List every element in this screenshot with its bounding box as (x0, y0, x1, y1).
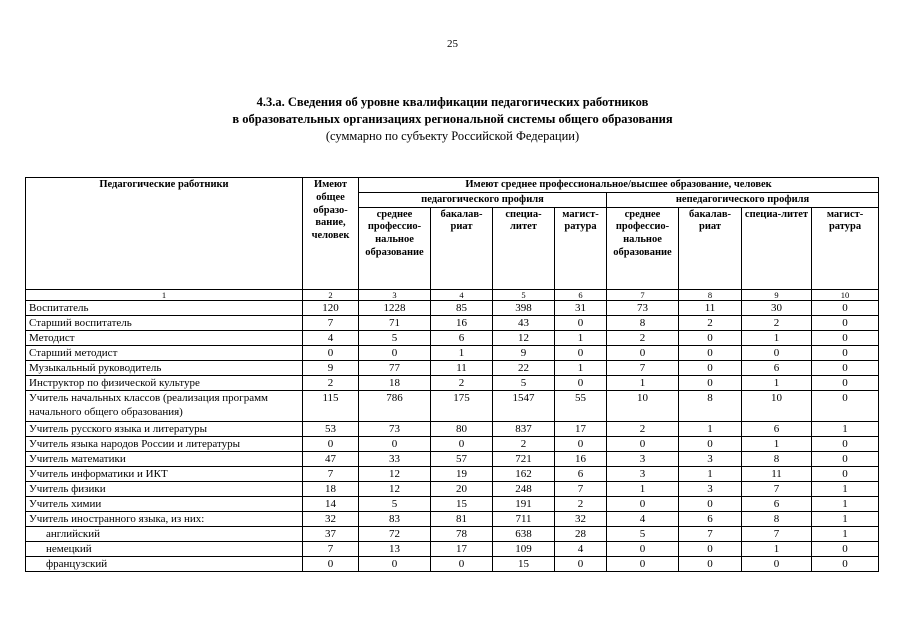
table-cell: 115 (303, 390, 359, 421)
table-cell: 1 (812, 496, 879, 511)
table-cell: 2 (555, 496, 607, 511)
table-row (26, 511, 879, 526)
table-cell: 7 (742, 481, 812, 496)
table-cell: 6 (679, 511, 742, 526)
table-cell: 2 (493, 436, 555, 451)
table-cell: 1 (679, 466, 742, 481)
row-label: Учитель физики (26, 481, 303, 496)
table-cell: 0 (812, 315, 879, 330)
column-number: 3 (359, 289, 431, 300)
table-cell: 1 (812, 511, 879, 526)
table-cell: 10 (742, 390, 812, 421)
table-row (26, 466, 879, 481)
header-sub-5: среднее профессио-нальное образование (607, 207, 679, 289)
table-cell: 7 (303, 541, 359, 556)
column-numbers-row (26, 289, 879, 300)
column-number: 7 (607, 289, 679, 300)
table-cell: 0 (607, 556, 679, 571)
column-number: 2 (303, 289, 359, 300)
table-cell: 4 (555, 541, 607, 556)
table-cell: 0 (812, 330, 879, 345)
row-label: Учитель языка народов России и литературы (26, 436, 303, 451)
column-number: 10 (812, 289, 879, 300)
table-cell: 17 (555, 421, 607, 436)
row-label: немецкий (26, 541, 303, 556)
table-cell: 0 (679, 330, 742, 345)
table-cell: 0 (555, 375, 607, 390)
table-cell: 28 (555, 526, 607, 541)
table-cell: 6 (555, 466, 607, 481)
table-cell: 0 (679, 541, 742, 556)
table-cell: 0 (812, 390, 879, 421)
table-cell: 16 (431, 315, 493, 330)
table-cell: 0 (607, 436, 679, 451)
table-cell: 8 (742, 451, 812, 466)
document-title (0, 94, 905, 145)
table-cell: 83 (359, 511, 431, 526)
header-teachers: Педагогические работники (26, 178, 303, 290)
table-row (26, 481, 879, 496)
table-cell: 55 (555, 390, 607, 421)
table-cell: 0 (303, 556, 359, 571)
table-cell: 2 (742, 315, 812, 330)
table-cell: 16 (555, 451, 607, 466)
row-label: английский (26, 526, 303, 541)
table-cell: 32 (555, 511, 607, 526)
table-cell: 7 (679, 526, 742, 541)
table-row (26, 421, 879, 436)
table-cell: 9 (493, 345, 555, 360)
table-cell: 77 (359, 360, 431, 375)
table-cell: 0 (679, 496, 742, 511)
table-cell: 9 (303, 360, 359, 375)
column-number: 5 (493, 289, 555, 300)
table-cell: 20 (431, 481, 493, 496)
row-label: Учитель иностранного языка, из них: (26, 511, 303, 526)
column-number: 9 (742, 289, 812, 300)
table-row (26, 330, 879, 345)
header-sub-1: среднее профессио-нальное образование (359, 207, 431, 289)
table-cell: 638 (493, 526, 555, 541)
header-sub-4: магист-ратура (555, 207, 607, 289)
title-line-1: 4.3.а. Сведения об уровне квалификации педагогических работников (256, 95, 649, 109)
table-cell: 33 (359, 451, 431, 466)
table-cell: 0 (812, 451, 879, 466)
table-cell: 1228 (359, 300, 431, 315)
column-number: 4 (431, 289, 493, 300)
table-cell: 15 (431, 496, 493, 511)
header-sub-6: бакалав-риат (679, 207, 742, 289)
table-cell: 37 (303, 526, 359, 541)
table-cell: 71 (359, 315, 431, 330)
header-general-education: Имеют общее образо-вание, человек (303, 178, 359, 290)
table-cell: 1 (607, 375, 679, 390)
table-cell: 0 (679, 360, 742, 375)
table-row (26, 315, 879, 330)
table-cell: 78 (431, 526, 493, 541)
row-label: французский (26, 556, 303, 571)
table-cell: 0 (812, 556, 879, 571)
table-cell: 0 (555, 315, 607, 330)
table-cell: 0 (812, 300, 879, 315)
table-cell: 0 (359, 556, 431, 571)
table-cell: 3 (607, 451, 679, 466)
table-cell: 18 (303, 481, 359, 496)
row-label: Учитель математики (26, 451, 303, 466)
table-cell: 3 (607, 466, 679, 481)
table-row (26, 390, 879, 421)
table-cell: 12 (493, 330, 555, 345)
table-cell: 53 (303, 421, 359, 436)
table-cell: 10 (607, 390, 679, 421)
table-cell: 17 (431, 541, 493, 556)
table-cell: 6 (742, 421, 812, 436)
table-cell: 5 (359, 496, 431, 511)
table-cell: 72 (359, 526, 431, 541)
table-row (26, 526, 879, 541)
column-number: 6 (555, 289, 607, 300)
column-number: 1 (26, 289, 303, 300)
table-cell: 2 (431, 375, 493, 390)
table-cell: 1 (431, 345, 493, 360)
table-cell: 2 (607, 330, 679, 345)
table-cell: 47 (303, 451, 359, 466)
table-cell: 7 (742, 526, 812, 541)
table-row (26, 360, 879, 375)
row-label: Учитель начальных классов (реализация программ начального общего образования) (26, 390, 303, 421)
table-cell: 18 (359, 375, 431, 390)
row-label: Учитель русского языка и литературы (26, 421, 303, 436)
table-cell: 0 (812, 466, 879, 481)
table-cell: 786 (359, 390, 431, 421)
row-label: Инструктор по физической культуре (26, 375, 303, 390)
header-sub-7: специа-литет (742, 207, 812, 289)
table-cell: 2 (679, 315, 742, 330)
table-cell: 15 (493, 556, 555, 571)
table-cell: 0 (812, 360, 879, 375)
page-number: 25 (447, 38, 458, 50)
table-cell: 0 (679, 436, 742, 451)
header-sub-2: бакалав-риат (431, 207, 493, 289)
header-vocational-higher: Имеют среднее профессиональное/высшее образование, человек (359, 178, 879, 193)
table-cell: 1 (679, 421, 742, 436)
title-line-3: (суммарно по субъекту Российской Федерации) (325, 129, 580, 143)
table-cell: 0 (742, 345, 812, 360)
table-cell: 3 (679, 481, 742, 496)
column-number: 8 (679, 289, 742, 300)
table-row (26, 436, 879, 451)
table-cell: 1 (812, 481, 879, 496)
table-cell: 30 (742, 300, 812, 315)
table-cell: 0 (607, 345, 679, 360)
table-cell: 1 (555, 360, 607, 375)
header-sub-3: специа-литет (493, 207, 555, 289)
table-cell: 721 (493, 451, 555, 466)
table-cell: 85 (431, 300, 493, 315)
table-cell: 0 (555, 345, 607, 360)
table-cell: 8 (679, 390, 742, 421)
table-cell: 0 (679, 345, 742, 360)
table-cell: 0 (431, 436, 493, 451)
table-cell: 0 (607, 496, 679, 511)
table-cell: 1 (607, 481, 679, 496)
table-cell: 0 (303, 436, 359, 451)
table-cell: 81 (431, 511, 493, 526)
table-cell: 80 (431, 421, 493, 436)
table-row (26, 345, 879, 360)
table-cell: 5 (607, 526, 679, 541)
table-cell: 1 (555, 330, 607, 345)
table-cell: 32 (303, 511, 359, 526)
table-cell: 8 (607, 315, 679, 330)
table-cell: 0 (555, 556, 607, 571)
table-cell: 2 (303, 375, 359, 390)
table-cell: 1547 (493, 390, 555, 421)
table-cell: 43 (493, 315, 555, 330)
row-label: Методист (26, 330, 303, 345)
table-cell: 73 (359, 421, 431, 436)
table-cell: 4 (607, 511, 679, 526)
table-cell: 57 (431, 451, 493, 466)
table-cell: 1 (812, 421, 879, 436)
row-label: Музыкальный руководитель (26, 360, 303, 375)
row-label: Воспитатель (26, 300, 303, 315)
table-cell: 1 (742, 436, 812, 451)
table-cell: 6 (742, 496, 812, 511)
table-cell: 31 (555, 300, 607, 315)
table-cell: 6 (742, 360, 812, 375)
table-cell: 8 (742, 511, 812, 526)
table-cell: 1 (742, 541, 812, 556)
table-cell: 4 (303, 330, 359, 345)
table-cell: 0 (812, 345, 879, 360)
table-cell: 7 (555, 481, 607, 496)
table-cell: 12 (359, 481, 431, 496)
table-row (26, 541, 879, 556)
table-cell: 398 (493, 300, 555, 315)
table-cell: 0 (303, 345, 359, 360)
table-cell: 109 (493, 541, 555, 556)
table-cell: 14 (303, 496, 359, 511)
table-cell: 0 (812, 436, 879, 451)
table-cell: 2 (607, 421, 679, 436)
table-body (26, 300, 879, 571)
table-cell: 0 (359, 436, 431, 451)
table-cell: 175 (431, 390, 493, 421)
table-row (26, 451, 879, 466)
table-cell: 13 (359, 541, 431, 556)
table-row (26, 556, 879, 571)
header-pedagogical-profile: педагогического профиля (359, 192, 607, 207)
table-cell: 162 (493, 466, 555, 481)
table-cell: 0 (812, 541, 879, 556)
qualification-table (25, 177, 879, 572)
table-cell: 5 (359, 330, 431, 345)
table-cell: 1 (812, 526, 879, 541)
table-cell: 7 (303, 466, 359, 481)
table-cell: 120 (303, 300, 359, 315)
table-cell: 22 (493, 360, 555, 375)
header-sub-8: магист-ратура (812, 207, 879, 289)
table-cell: 5 (493, 375, 555, 390)
table-cell: 12 (359, 466, 431, 481)
table-cell: 7 (607, 360, 679, 375)
table-cell: 191 (493, 496, 555, 511)
table-cell: 0 (679, 556, 742, 571)
table-cell: 0 (359, 345, 431, 360)
table-cell: 11 (742, 466, 812, 481)
table-cell: 19 (431, 466, 493, 481)
table-cell: 11 (679, 300, 742, 315)
table-cell: 0 (607, 541, 679, 556)
table-cell: 837 (493, 421, 555, 436)
table-row (26, 300, 879, 315)
table-cell: 73 (607, 300, 679, 315)
table-cell: 11 (431, 360, 493, 375)
row-label: Старший методист (26, 345, 303, 360)
table-cell: 0 (742, 556, 812, 571)
table-cell: 248 (493, 481, 555, 496)
table-cell: 0 (555, 436, 607, 451)
table-cell: 3 (679, 451, 742, 466)
table-cell: 1 (742, 330, 812, 345)
table-cell: 7 (303, 315, 359, 330)
table-cell: 0 (431, 556, 493, 571)
table-cell: 1 (742, 375, 812, 390)
title-line-2: в образовательных организациях региональной системы общего образования (232, 112, 673, 126)
table-row (26, 496, 879, 511)
table-cell: 6 (431, 330, 493, 345)
table-row (26, 375, 879, 390)
row-label: Учитель информатики и ИКТ (26, 466, 303, 481)
header-nonpedagogical-profile: непедагогического профиля (607, 192, 879, 207)
row-label: Старший воспитатель (26, 315, 303, 330)
table-cell: 711 (493, 511, 555, 526)
table-cell: 0 (679, 375, 742, 390)
row-label: Учитель химии (26, 496, 303, 511)
table-cell: 0 (812, 375, 879, 390)
